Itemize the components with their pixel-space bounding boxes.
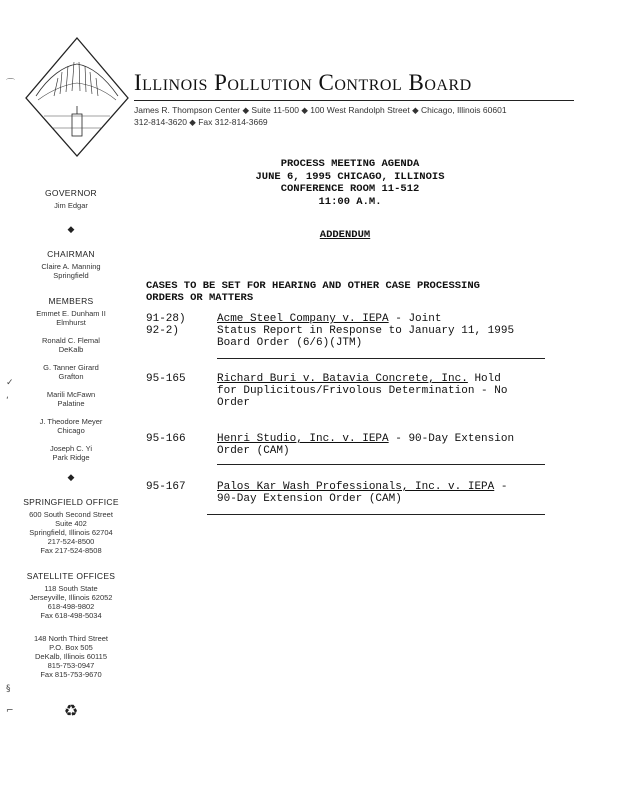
case-description [217,313,514,349]
member-name: J. Theodore Meyer [39,417,103,426]
members-title: MEMBERS [48,296,94,306]
case-number-line: 92-2) [146,325,180,337]
address-line: Fax 618-498-5034 [40,611,102,620]
case-title-line [217,481,507,493]
case-divider [207,514,545,515]
letterhead-rule [134,100,574,101]
case-title: Henri Studio, Inc. v. IEPA [217,433,389,445]
recycle-icon: ♻ [63,703,79,720]
addendum-label: ADDENDUM [319,229,371,241]
springfield-address [12,510,130,555]
springfield-title: SPRINGFIELD OFFICE [23,497,119,507]
member-name: Ronald C. Flemal [42,336,100,345]
scan-mark: § [6,684,11,694]
member-name: Marili McFawn [46,390,96,399]
case-title: Richard Buri v. Batavia Concrete, Inc. [217,373,468,385]
member-city: Palatine [57,399,85,408]
member-name: Joseph C. Yi [49,444,93,453]
case-title-suffix: - Joint [388,313,442,325]
agenda-title: PROCESS MEETING AGENDA [280,158,420,170]
address-line-1: James R. Thompson Center ◆ Suite 11-500 ◆ 100 West Randolph Street ◆ Chicago, Illinois 60601 [134,105,507,115]
address-line: Suite 402 [55,519,87,528]
member-city: Grafton [58,372,84,381]
case-number [146,373,186,385]
section-line: CASES TO BE SET FOR HEARING AND OTHER CASE PROCESSING [146,280,480,292]
case-title-suffix: - 90-Day Extension [388,433,515,445]
case-detail-line: for Duplicitous/Frivolous Determination - No [217,385,508,397]
address-line: 118 South State [44,584,98,593]
diamond-icon: ◆ [67,224,75,234]
case-title: Acme Steel Company v. IEPA [217,313,389,325]
case-number-line: 95-167 [146,481,186,493]
address-line: Fax 815-753-9670 [40,670,102,679]
address-line: Jerseyville, Illinois 62052 [29,593,113,602]
address-line: 815-753-0947 [47,661,95,670]
member-city: DeKalb [58,345,84,354]
satellite-address-1 [12,584,130,620]
member-entry [12,309,130,327]
satellite-address-2 [12,634,130,679]
case-number [146,433,186,445]
diamond-icon: ◆ [67,472,75,482]
case-detail-line: Board Order (6/6)(JTM) [217,337,363,349]
member-city: Chicago [57,426,85,435]
case-title: Palos Kar Wash Professionals, Inc. v. IEPA [217,481,495,493]
member-entry [12,336,130,354]
member-entry [12,390,130,408]
case-detail-line: Status Report in Response to January 11, 1995 [217,325,515,337]
agenda-room: CONFERENCE ROOM 11-512 [280,183,420,195]
margin-mark: ‘ [6,396,9,406]
scan-mark: ⌐ [6,706,14,716]
governor-name: Jim Edgar [54,201,88,210]
member-city: Elmhurst [56,318,86,327]
address-line: Springfield, Illinois 62704 [29,528,113,537]
address-line: 217-524-8500 [47,537,95,546]
member-city: Park Ridge [52,453,90,462]
case-title-suffix: Hold [467,373,501,385]
case-number-line: 95-165 [146,373,186,385]
case-title-line [217,433,514,445]
margin-mark: ✓ [6,378,14,388]
org-name: Illinois Pollution Control Board [134,70,472,95]
chairman-title: CHAIRMAN [47,249,95,259]
case-number [146,481,186,493]
member-entry [12,363,130,381]
address-line: DeKalb, Illinois 60115 [35,652,107,661]
scan-mark: ⌒ [6,79,16,89]
agenda-date-location: JUNE 6, 1995 CHICAGO, ILLINOIS [255,170,445,183]
member-name: G. Tanner Girard [43,363,99,372]
case-title-line [217,373,507,385]
case-title-suffix: - [494,481,508,493]
member-entry [12,417,130,435]
member-name: Emmet E. Dunham II [36,309,106,318]
address-line-2: 312-814-3620 ◆ Fax 312-814-3669 [134,117,268,127]
case-detail-line: 90-Day Extension Order (CAM) [217,493,402,505]
governor-title: GOVERNOR [45,188,97,198]
case-number-line: 91-28) [146,313,186,325]
address-line: 618-498-9802 [47,602,95,611]
case-description [217,373,507,409]
case-divider [217,358,545,359]
case-number [146,313,186,337]
case-title-line [217,313,514,325]
address-line: 600 South Second Street [29,510,113,519]
case-number-line: 95-166 [146,433,186,445]
chairman-name: Claire A. Manning [41,262,101,271]
board-logo [24,36,130,158]
case-detail-line: Order [217,397,251,409]
case-detail-line: Order (CAM) [217,445,290,457]
case-description [217,433,514,457]
section-line: ORDERS OR MATTERS [146,292,254,304]
address-line: 148 North Third Street [33,634,109,643]
member-entry [12,444,130,462]
case-divider [217,464,545,465]
section-heading [146,280,480,304]
satellite-title: SATELLITE OFFICES [26,571,116,581]
agenda-time: 11:00 A.M. [318,195,382,208]
chairman-city: Springfield [53,271,89,280]
case-description [217,481,507,505]
sidebar [12,188,130,721]
address-line: P.O. Box 505 [49,643,93,652]
address-line: Fax 217-524-8508 [40,546,102,555]
agenda-heading [200,158,500,208]
